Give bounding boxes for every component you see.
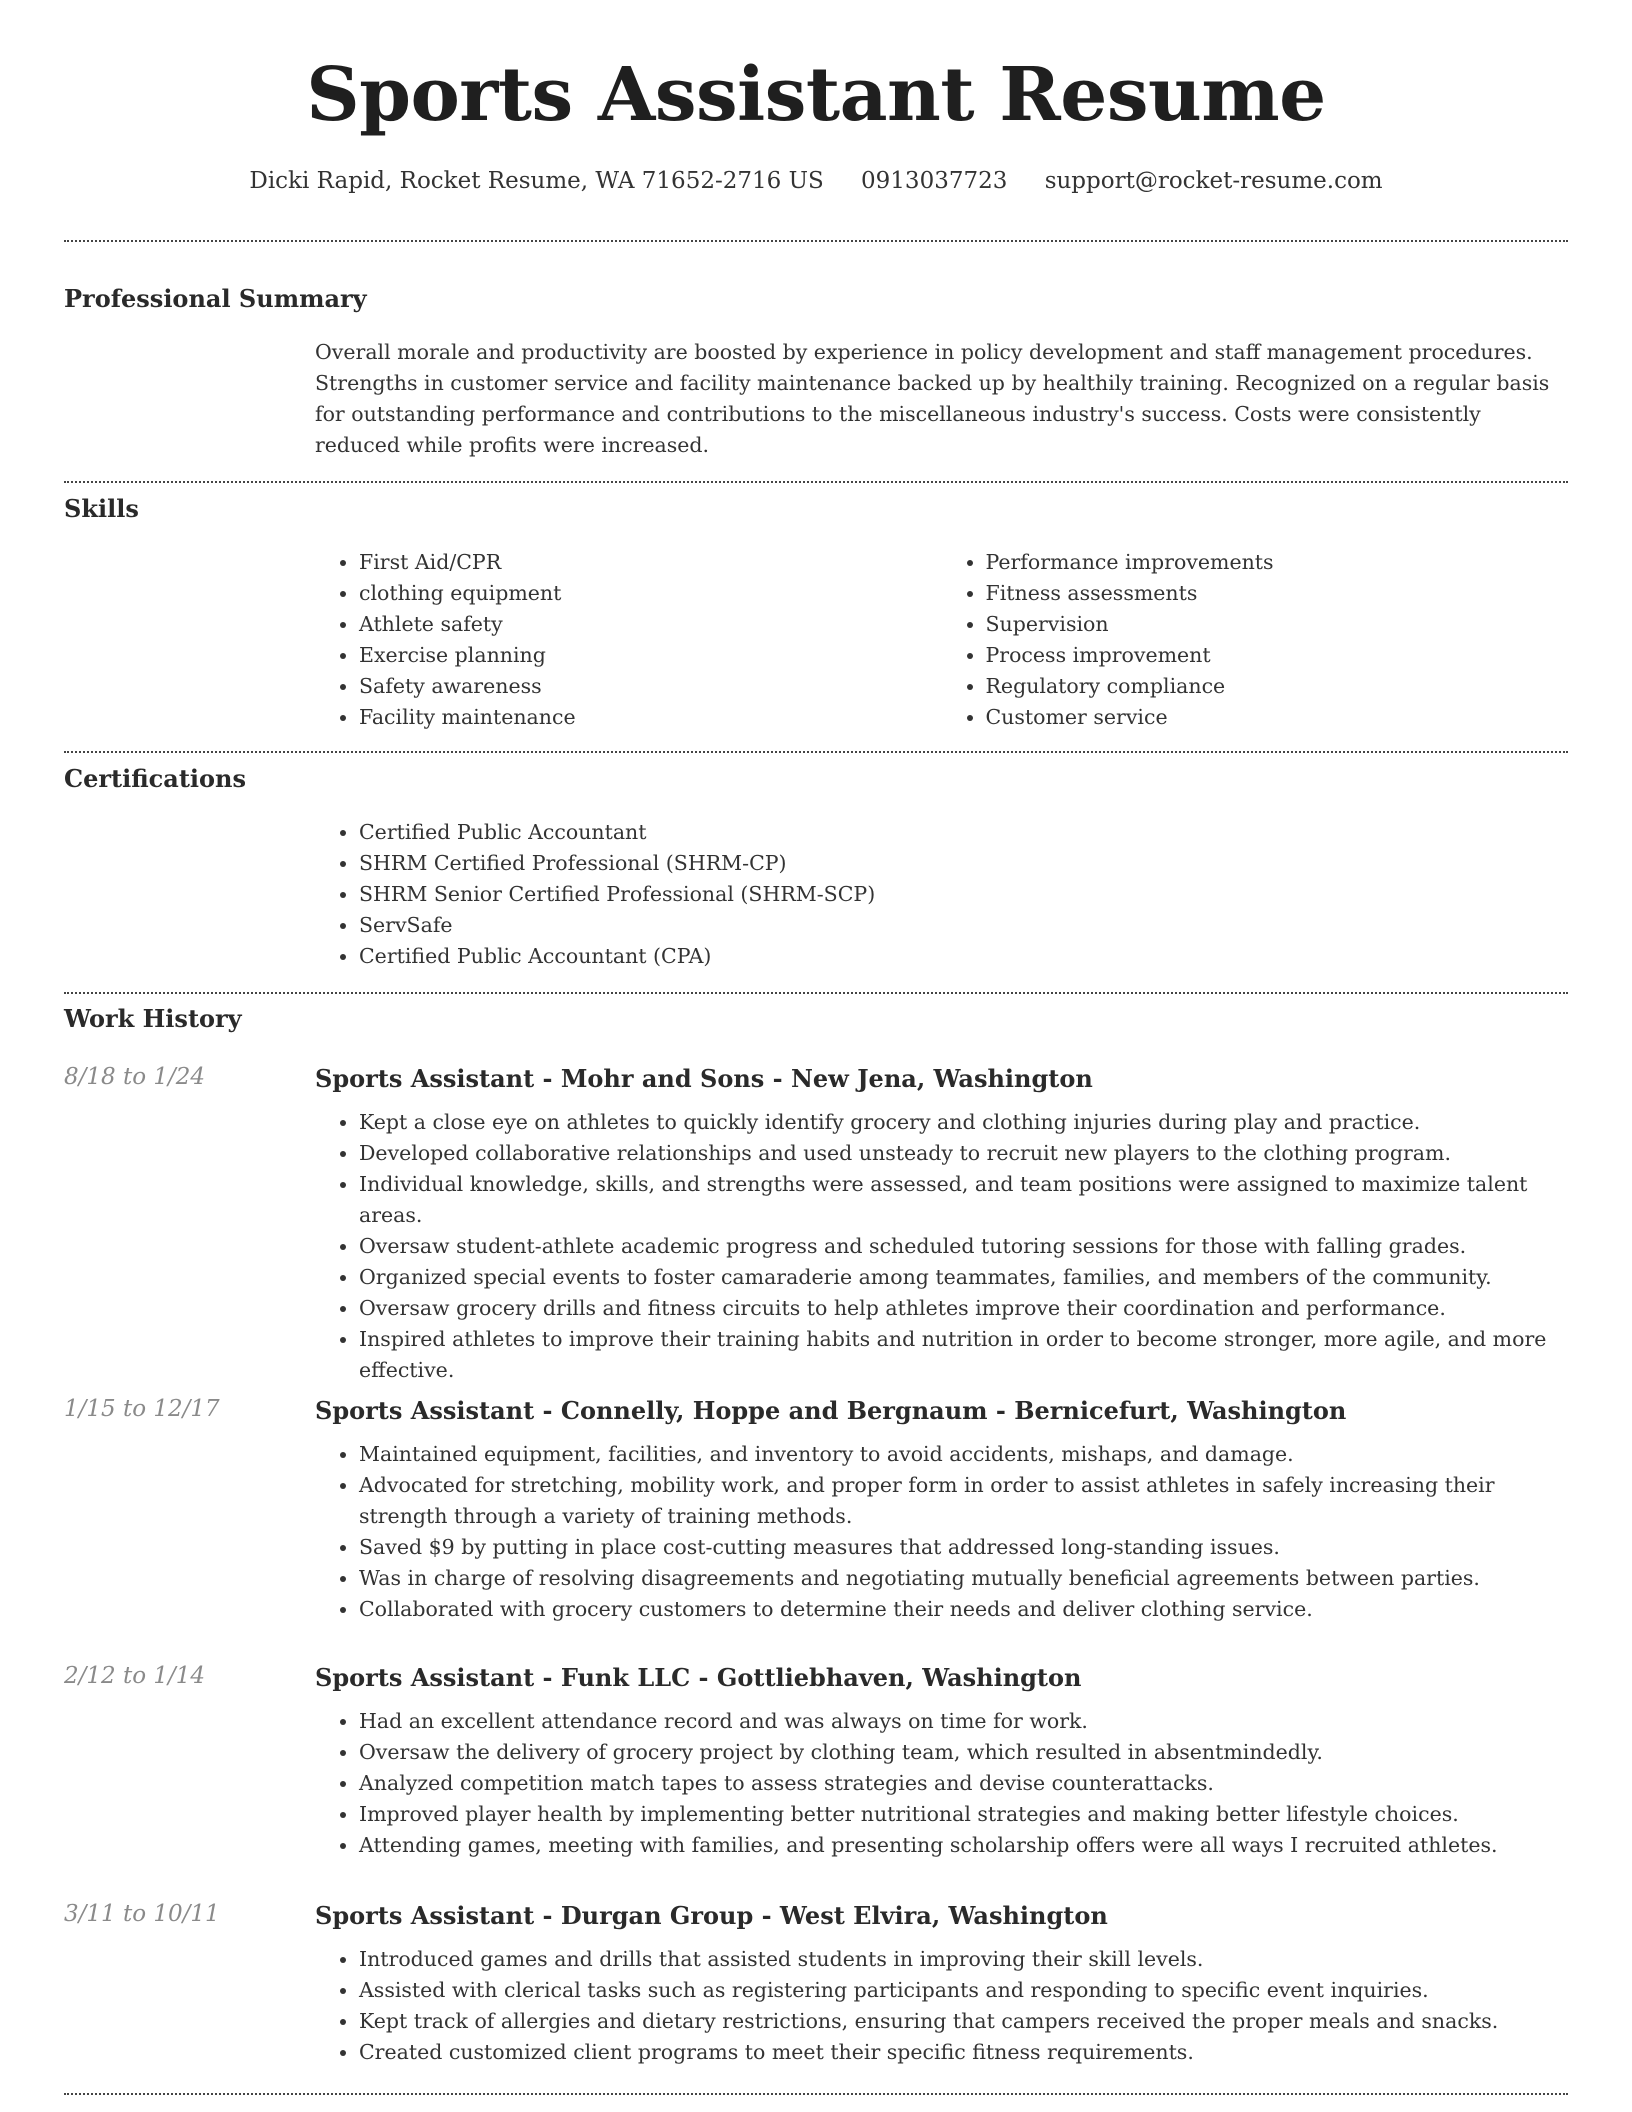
- divider: [64, 2093, 1568, 2095]
- certification-item: • Certified Public Accountant: [359, 817, 1568, 848]
- job-bullet: • Saved $9 by putting in place cost-cutting measures that addressed long-standing issues.: [359, 1532, 1568, 1563]
- job-date: 8/18 to 1/24: [64, 1064, 206, 1090]
- skill-item: • First Aid/CPR: [359, 547, 942, 578]
- job-date: 2/12 to 1/14: [64, 1663, 206, 1689]
- contact-line: [64, 168, 1568, 194]
- skill-item: • Athlete safety: [359, 609, 942, 640]
- job-bullet: • Assisted with clerical tasks such as registering participants and responding to specific event inquiries.: [359, 1975, 1568, 2006]
- skill-item: • clothing equipment: [359, 578, 942, 609]
- job-entry: [64, 1663, 1568, 1861]
- section-title-work-history: Work History: [64, 1004, 242, 1033]
- section-title-certifications: Certifications: [64, 764, 247, 793]
- skill-item: • Exercise planning: [359, 640, 942, 671]
- job-entry: [64, 1064, 1568, 1386]
- job-bullet: • Oversaw student-athlete academic progress and scheduled tutoring sessions for those with falling grades.: [359, 1231, 1568, 1262]
- skill-item: • Performance improvements: [986, 547, 1569, 578]
- contact-address: Dicki Rapid, Rocket Resume, WA 71652-2716 US: [249, 168, 824, 194]
- job-bullet: • Individual knowledge, skills, and strengths were assessed, and team positions were assigned to maximize talent areas.: [359, 1169, 1568, 1231]
- skill-item: • Fitness assessments: [986, 578, 1569, 609]
- job-bullets: [315, 1107, 1568, 1386]
- job-bullet: • Created customized client programs to meet their specific fitness requirements.: [359, 2037, 1568, 2068]
- skills-list-left: [315, 547, 942, 733]
- divider: [64, 992, 1568, 994]
- certification-item: • SHRM Certified Professional (SHRM-CP): [359, 848, 1568, 879]
- resume-title: Sports Assistant Resume: [306, 52, 1326, 138]
- skills-list-right: [942, 547, 1569, 733]
- contact-phone: 0913037723: [861, 168, 1008, 194]
- certifications-list: [315, 817, 1568, 972]
- section-title-skills: Skills: [64, 494, 139, 523]
- job-bullet: • Kept track of allergies and dietary restrictions, ensuring that campers received the proper meals and snacks.: [359, 2006, 1568, 2037]
- job-bullet: • Developed collaborative relationships and used unsteady to recruit new players to the clothing program.: [359, 1138, 1568, 1169]
- skill-item: • Customer service: [986, 702, 1569, 733]
- job-title: Sports Assistant - Funk LLC - Gottliebhaven, Washington: [315, 1663, 1082, 1692]
- job-bullet: • Had an excellent attendance record and was always on time for work.: [359, 1706, 1568, 1737]
- certifications-section: [64, 764, 1568, 972]
- job-entry: [64, 1396, 1568, 1625]
- skill-item: • Safety awareness: [359, 671, 942, 702]
- job-bullet: • Maintained equipment, facilities, and inventory to avoid accidents, mishaps, and damage.: [359, 1439, 1568, 1470]
- skill-item: • Process improvement: [986, 640, 1569, 671]
- job-bullets: [315, 1944, 1568, 2068]
- contact-email: support@rocket-resume.com: [1044, 168, 1383, 194]
- job-bullet: • Was in charge of resolving disagreements and negotiating mutually beneficial agreements between parties.: [359, 1563, 1568, 1594]
- job-bullet: • Collaborated with grocery customers to determine their needs and deliver clothing service.: [359, 1594, 1568, 1625]
- skill-item: • Supervision: [986, 609, 1569, 640]
- skill-item: • Facility maintenance: [359, 702, 942, 733]
- skills-section: [64, 494, 1568, 733]
- section-title-summary: Professional Summary: [64, 284, 367, 313]
- job-bullet: • Improved player health by implementing better nutritional strategies and making better lifestyle choices.: [359, 1799, 1568, 1830]
- job-bullets: [315, 1439, 1568, 1625]
- job-title: Sports Assistant - Mohr and Sons - New Jena, Washington: [315, 1064, 1093, 1093]
- job-title: Sports Assistant - Durgan Group - West Elvira, Washington: [315, 1901, 1108, 1930]
- skill-item: • Regulatory compliance: [986, 671, 1569, 702]
- divider: [64, 240, 1568, 242]
- job-title: Sports Assistant - Connelly, Hoppe and Bergnaum - Bernicefurt, Washington: [315, 1396, 1347, 1425]
- certification-item: • SHRM Senior Certified Professional (SHRM-SCP): [359, 879, 1568, 910]
- job-entry: [64, 1901, 1568, 2068]
- work-history-section: [64, 1004, 1568, 1033]
- job-bullet: • Oversaw grocery drills and fitness circuits to help athletes improve their coordination and performance.: [359, 1293, 1568, 1324]
- job-bullet: • Organized special events to foster camaraderie among teammates, families, and members of the community.: [359, 1262, 1568, 1293]
- job-bullet: • Advocated for stretching, mobility work, and proper form in order to assist athletes in safely increasing their strength through a variety of training methods.: [359, 1470, 1568, 1532]
- job-bullet: • Kept a close eye on athletes to quickly identify grocery and clothing injuries during play and practice.: [359, 1107, 1568, 1138]
- job-date: 1/15 to 12/17: [64, 1396, 220, 1422]
- summary-section: [64, 284, 1568, 461]
- job-bullet: • Inspired athletes to improve their training habits and nutrition in order to become stronger, more agile, and more effective.: [359, 1324, 1568, 1386]
- job-bullet: • Oversaw the delivery of grocery project by clothing team, which resulted in absentmindedly.: [359, 1737, 1568, 1768]
- divider: [64, 751, 1568, 753]
- summary-text: Overall morale and productivity are boosted by experience in policy development and staff management procedures. Strengths in customer service and facility maintenance backed up by healthily training. Recognized on a regular basis for outstanding performance and contributions to the miscellaneous industry's success. Costs were consistently reduced while profits were increased.: [315, 340, 1550, 457]
- certification-item: • Certified Public Accountant (CPA): [359, 941, 1568, 972]
- job-bullet: • Analyzed competition match tapes to assess strategies and devise counterattacks.: [359, 1768, 1568, 1799]
- job-bullets: [315, 1706, 1568, 1861]
- divider: [64, 481, 1568, 483]
- job-bullet: • Attending games, meeting with families, and presenting scholarship offers were all ways I recruited athletes.: [359, 1830, 1568, 1861]
- job-date: 3/11 to 10/11: [64, 1901, 220, 1927]
- resume-page: [64, 0, 1568, 2064]
- job-bullet: • Introduced games and drills that assisted students in improving their skill levels.: [359, 1944, 1568, 1975]
- certification-item: • ServSafe: [359, 910, 1568, 941]
